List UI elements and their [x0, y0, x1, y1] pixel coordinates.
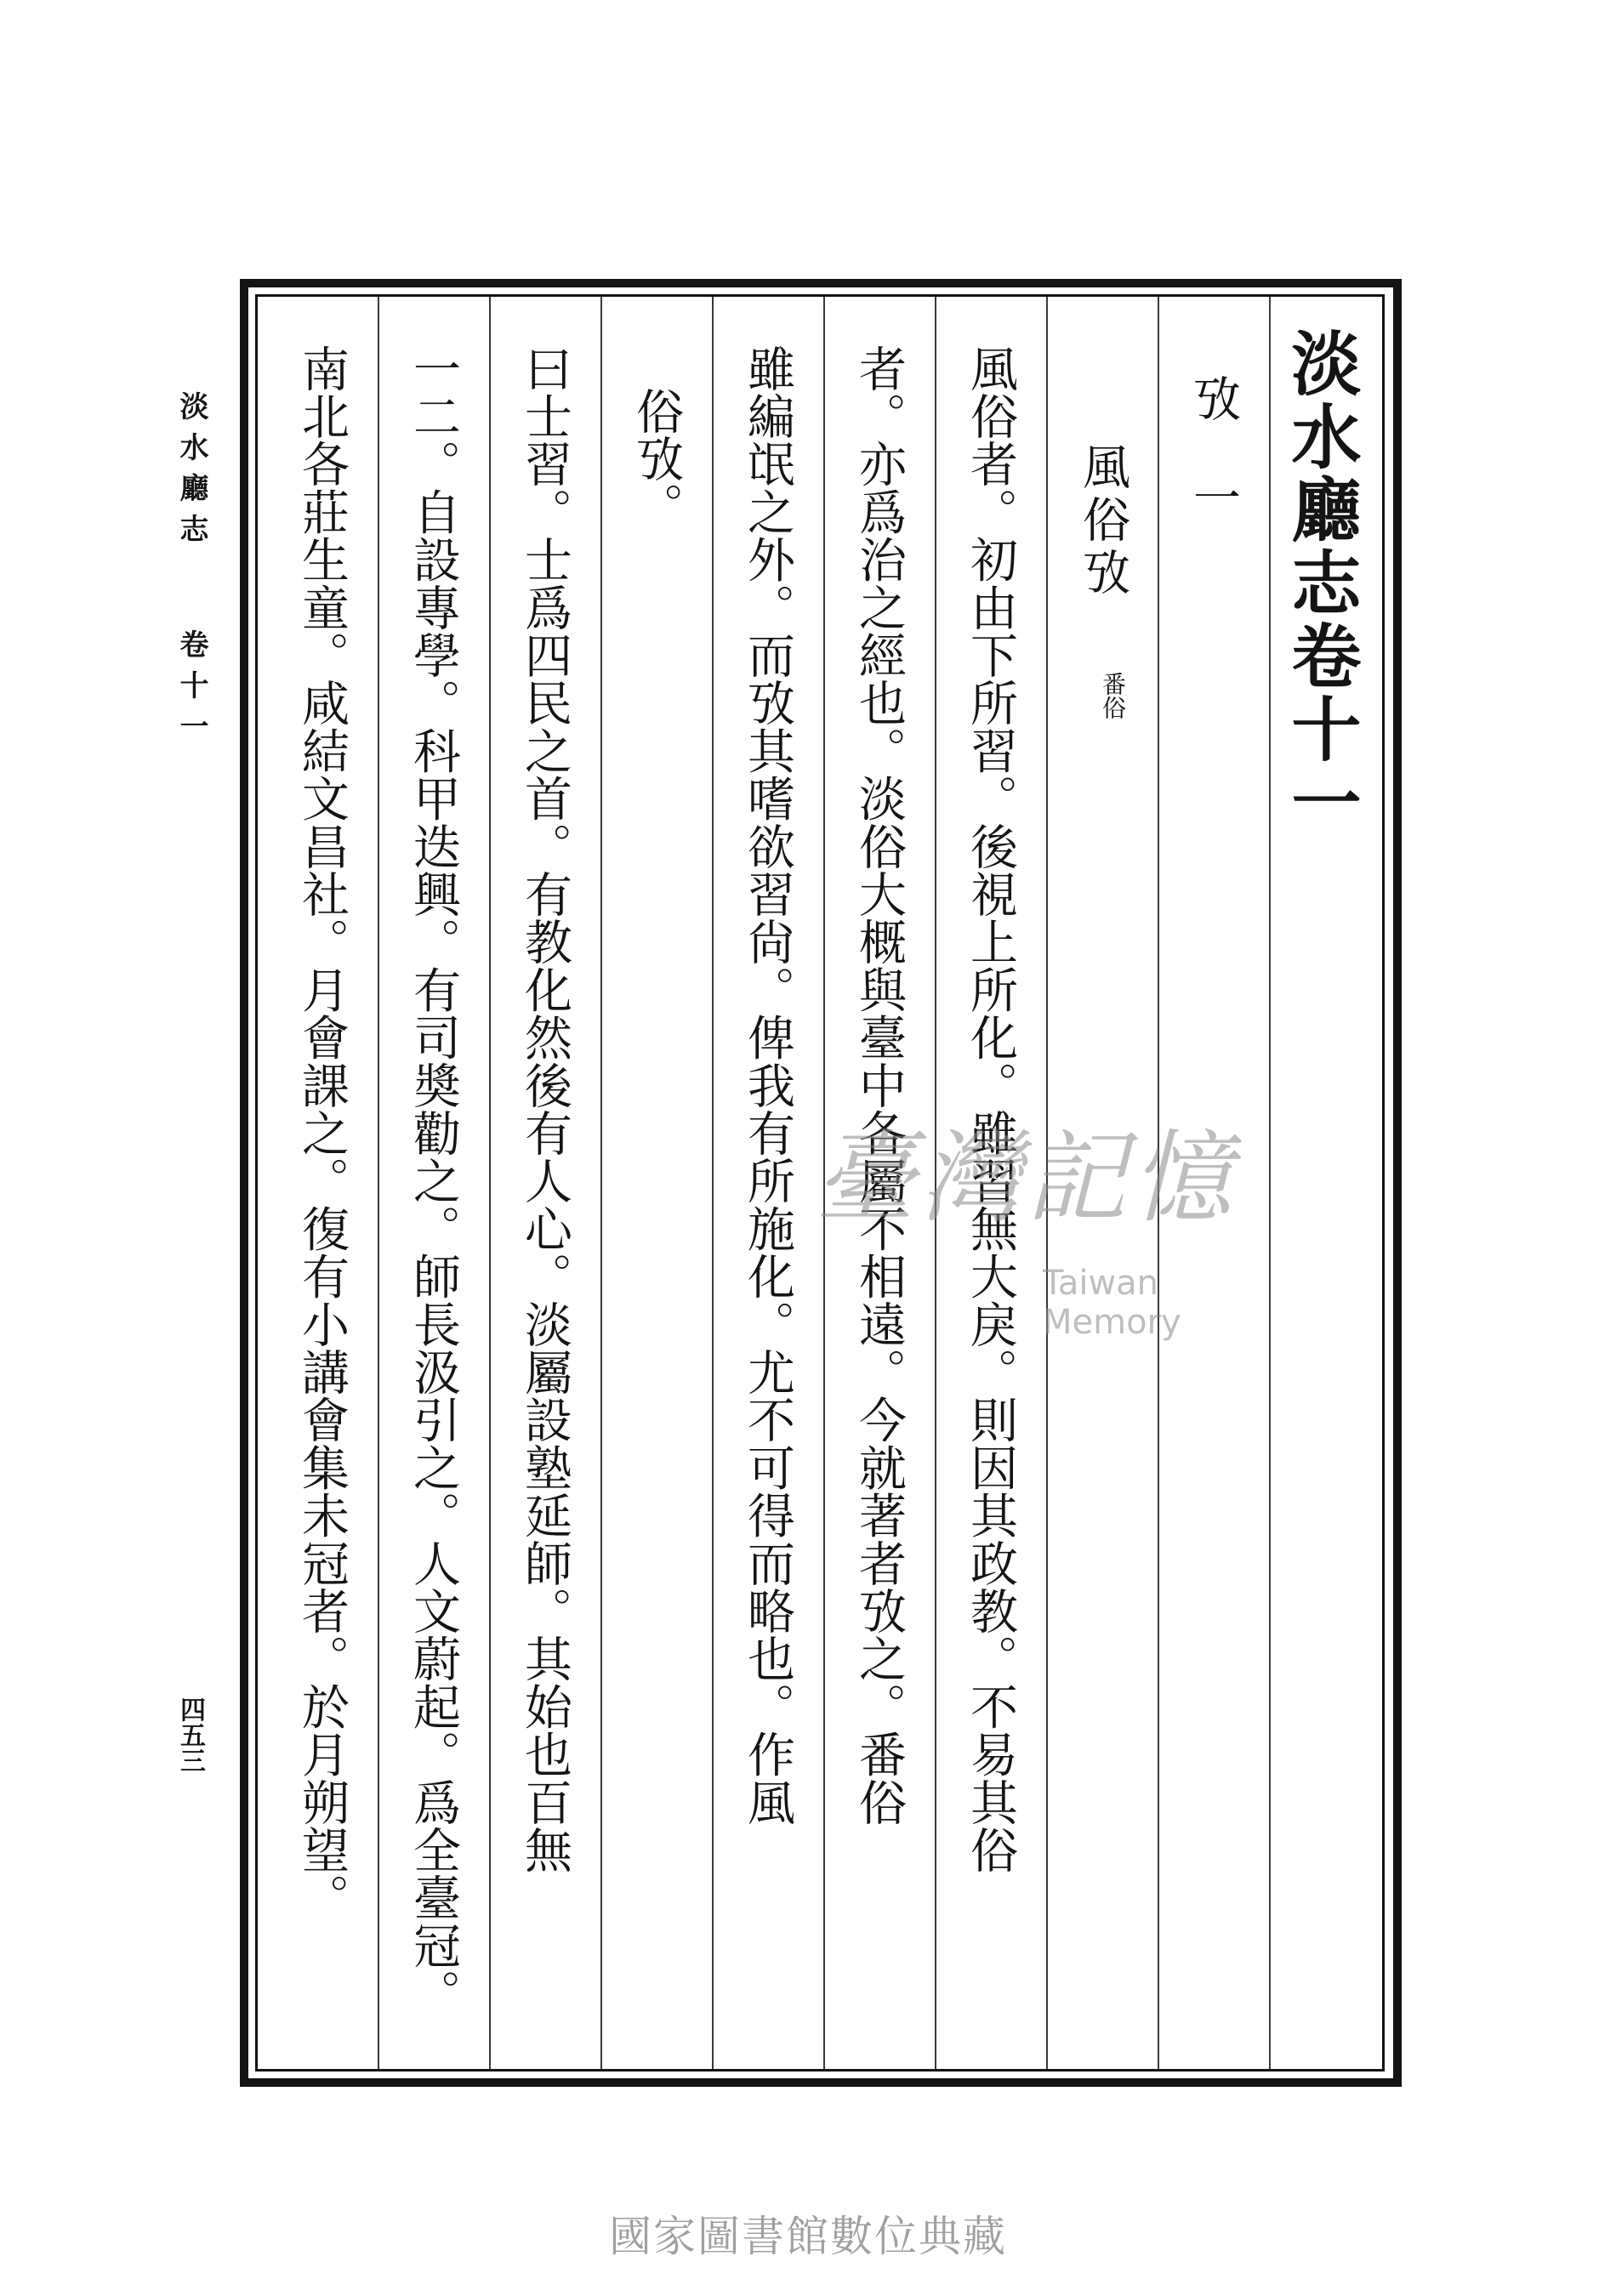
watermark-english: Taiwan Memory	[1043, 1264, 1181, 1342]
footer-caption: 國家圖書館數位典藏	[609, 2212, 1007, 2261]
chapter-title: 風俗攷	[1075, 442, 1130, 600]
column-rule	[1046, 297, 1048, 2069]
column-rule	[823, 297, 825, 2069]
column-rule	[1158, 297, 1159, 2069]
running-title: 淡水廳志	[174, 391, 208, 554]
column-rule	[489, 297, 491, 2069]
section-heading: 攷一	[1186, 374, 1241, 571]
watermark-chinese: 臺灣記憶	[815, 1119, 1238, 1236]
column-rule	[712, 297, 714, 2069]
column-rule	[378, 297, 379, 2069]
column-rule	[935, 297, 936, 2069]
text-column: 風俗者。初由下所習。後視上所化。雖習無大戾。則因其政教。不易其俗	[963, 344, 1018, 1874]
column-rule	[600, 297, 602, 2069]
book-title: 淡水廳志卷十一	[1280, 327, 1362, 839]
text-column: 者。亦爲治之經也。淡俗大概與臺中各屬不相遠。今就著者攷之。番俗	[851, 344, 907, 1827]
volume-label: 卷十一	[174, 629, 208, 752]
text-column: 俗攷。	[629, 387, 684, 531]
chapter-subtitle: 番俗	[1099, 672, 1127, 719]
text-column: 南北各莊生童。咸結文昌社。月會課之。復有小講會集未冠者。於月朔望。	[294, 344, 350, 1922]
column-rule	[1269, 297, 1271, 2069]
page-number: 四五三	[175, 1696, 205, 1773]
text-column: 曰士習。士爲四民之首。有教化然後有人心。淡屬設塾延師。其始也百無	[517, 344, 572, 1874]
text-column: 雖編氓之外。而攷其嗜欲習尙。俾我有所施化。尤不可得而略也。作風	[740, 344, 795, 1827]
text-column: 一二。自設專學。科甲迭興。有司奬勸之。師長汲引之。人文蔚起。爲全臺冠。	[406, 344, 461, 2017]
